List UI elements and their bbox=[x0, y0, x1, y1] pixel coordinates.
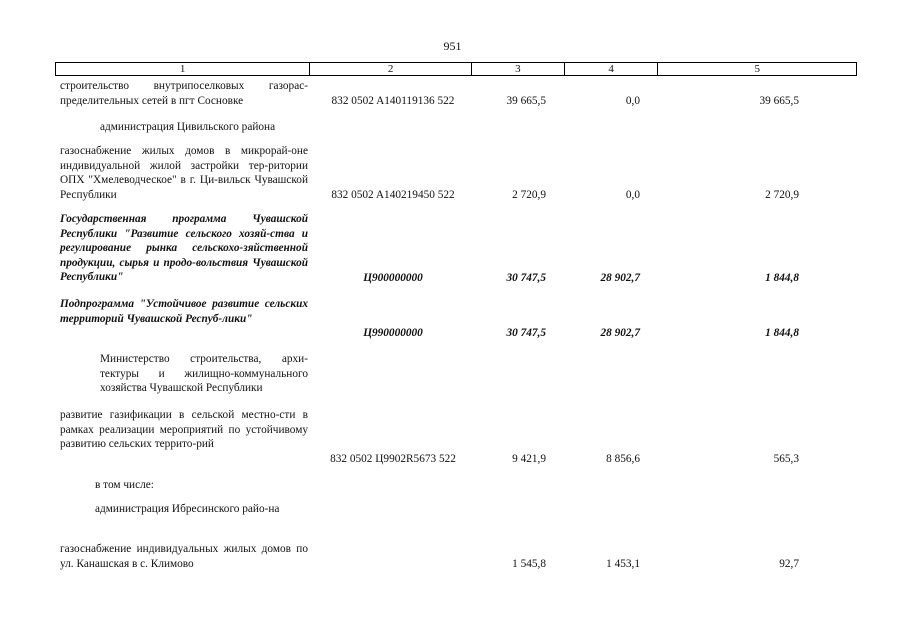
row-value-4: 8 856,6 bbox=[606, 453, 640, 465]
row-value-5: 2 720,9 bbox=[765, 189, 799, 201]
row-value-3: 30 747,5 bbox=[506, 327, 546, 339]
row-code: 832 0502 A140219450 522 bbox=[331, 189, 455, 201]
column-header-1: 1 bbox=[179, 63, 186, 75]
row-value-5: 39 665,5 bbox=[759, 95, 799, 107]
row-value-4: 28 902,7 bbox=[600, 272, 640, 284]
row-value-5: 1 844,8 bbox=[765, 272, 799, 284]
row-value-3: 2 720,9 bbox=[512, 189, 546, 201]
row-description: Государственная программа Чувашской Республики "Развитие сельского хозяй-ства и регулирование рынка сельскохо-зяйственной продукции, сырья и продо-вольствия Чувашской Республики" bbox=[60, 213, 308, 284]
row-code: 832 0502 Ц9902R5673 522 bbox=[330, 453, 456, 465]
table-row bbox=[55, 212, 857, 286]
column-header-2: 2 bbox=[309, 63, 471, 75]
row-value-3: 39 665,5 bbox=[506, 95, 546, 107]
row-value-4: 1 453,1 bbox=[606, 558, 640, 570]
table-row bbox=[55, 352, 857, 397]
row-value-5: 565,3 bbox=[773, 453, 799, 465]
table-row bbox=[55, 79, 857, 109]
row-value-4: 28 902,7 bbox=[600, 327, 640, 339]
row-description: газоснабжение индивидуальных жилых домов по ул. Канашская в с. Климово bbox=[60, 543, 308, 570]
row-value-4: 0,0 bbox=[625, 95, 640, 107]
row-description: администрация Ибресинского райо-на bbox=[95, 503, 280, 515]
row-description: газоснабжение жилых домов в микрорай-оне индивидуальной жилой застройки тер-ритории ОПХ "Хмелеводческое" в г. Ци-вильск Чувашской Республики bbox=[60, 145, 308, 201]
row-value-3: 30 747,5 bbox=[506, 272, 546, 284]
row-value-3: 9 421,9 bbox=[512, 453, 546, 465]
row-value-4: 0,0 bbox=[625, 189, 640, 201]
row-value-3: 1 545,8 bbox=[512, 558, 546, 570]
table-row bbox=[55, 408, 857, 468]
column-header-5: 5 bbox=[657, 63, 856, 75]
row-code: 832 0502 A140119136 522 bbox=[331, 95, 455, 107]
table-row bbox=[55, 502, 857, 532]
table-row bbox=[55, 297, 857, 342]
row-value-5: 92,7 bbox=[779, 558, 799, 570]
table-row bbox=[55, 120, 857, 136]
row-code: Ц900000000 bbox=[363, 272, 423, 284]
row-description: строительство внутрипоселковых газорас-пределительных сетей в пгт Сосновке bbox=[60, 80, 308, 107]
table-row bbox=[55, 542, 857, 572]
row-code: Ц990000000 bbox=[363, 327, 423, 339]
column-header-3: 3 bbox=[471, 63, 564, 75]
row-description: Подпрограмма "Устойчивое развитие сельских территорий Чувашской Респуб-лики" bbox=[60, 298, 308, 325]
row-description: развитие газификации в сельской местно-сти в рамках реализации мероприятий по устойчивому развитию сельских террито-рий bbox=[60, 409, 308, 451]
table-row bbox=[55, 478, 857, 494]
table-header bbox=[55, 62, 857, 76]
page-number: 951 bbox=[443, 39, 462, 53]
table-row bbox=[55, 144, 857, 204]
row-value-5: 1 844,8 bbox=[765, 327, 799, 339]
row-description: Министерство строительства, архи-тектуры и жилищно-коммунального хозяйства Чувашской Республики bbox=[100, 353, 308, 395]
row-description: в том числе: bbox=[95, 479, 154, 491]
row-description: администрация Цивильского района bbox=[100, 121, 276, 133]
column-header-4: 4 bbox=[564, 63, 658, 75]
